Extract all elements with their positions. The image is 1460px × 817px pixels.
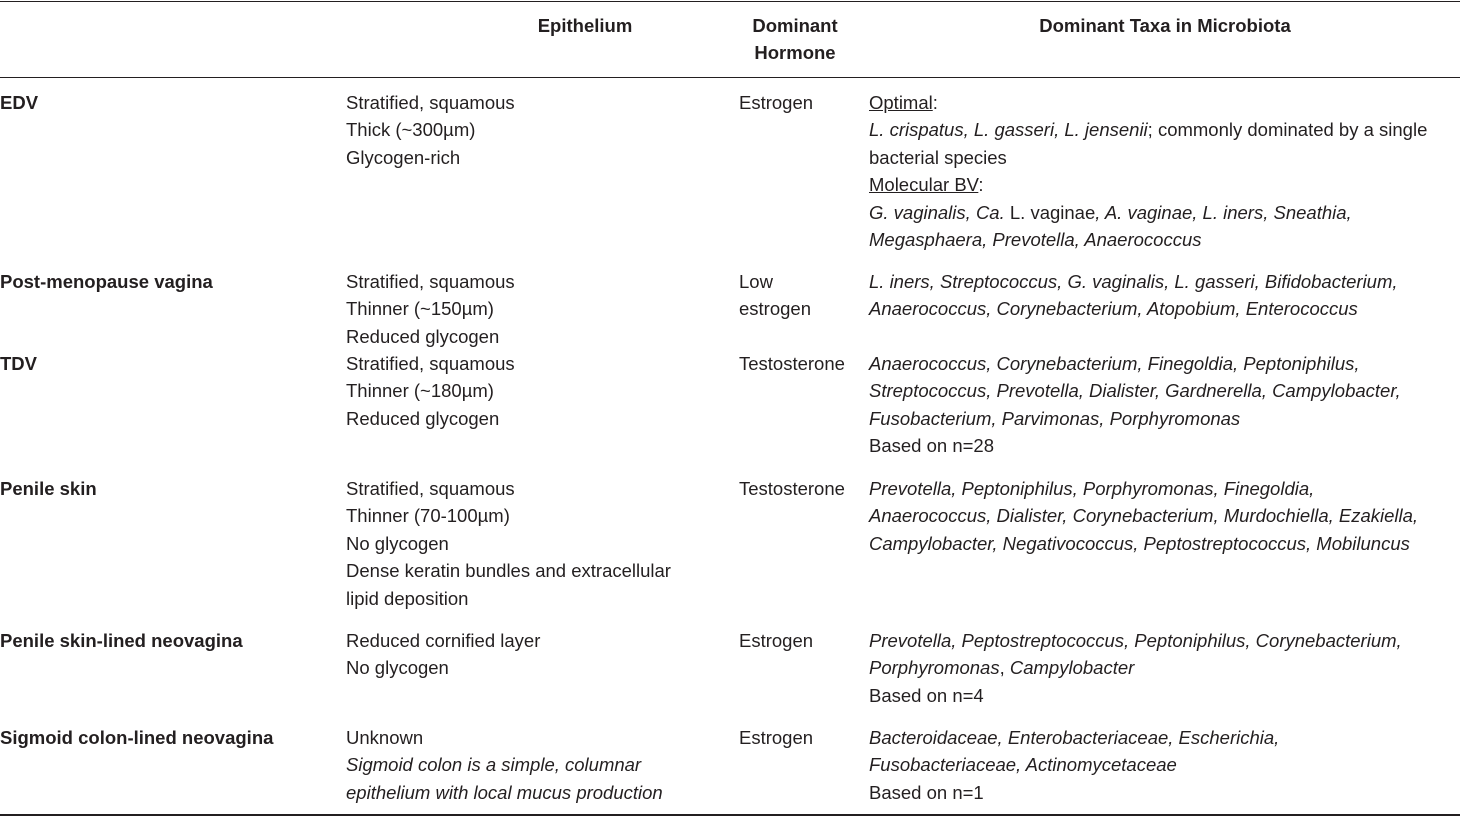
penile-skin-hormone: Testosterone — [739, 478, 845, 499]
header-epithelium: Epithelium — [537, 15, 633, 36]
header-rule — [0, 77, 1460, 78]
sigmoid-neovagina-sample-note: Based on n=1 — [869, 781, 984, 803]
header-dominant-hormone: Dominant Hormone — [752, 15, 838, 63]
edv-hormone: Estrogen — [739, 92, 814, 113]
sigmoid-neovagina-hormone: Estrogen — [739, 727, 814, 748]
post-menopause-epithelium: Stratified, squamous Thinner (~150µm) Reduced glycogen — [346, 271, 515, 347]
penile-neovagina-taxa: Prevotella, Peptostreptococcus, Peptoniphilus, Corynebacterium, Porphyromonas, Campylobacter Based on n=4 — [869, 627, 1402, 709]
tdv-taxa: Anaerococcus, Corynebacterium, Finegoldia, Peptoniphilus, Streptococcus, Prevotella, Dialister, Gardnerella, Campylobacter, Fusobacterium, Parvimonas, Porphyromonas Based on n=28 — [869, 350, 1401, 460]
row-label-tdv: TDV — [0, 353, 37, 374]
row-label-penile-skin: Penile skin — [0, 478, 97, 499]
sigmoid-neovagina-epithelium: Unknown Sigmoid colon is a simple, columnar epithelium with local mucus production — [346, 727, 663, 803]
row-label-post-menopause: Post-menopause vagina — [0, 271, 213, 292]
sigmoid-neovagina-taxa: Bacteroidaceae, Enterobacteriaceae, Escherichia, Fusobacteriaceae, Actinomycetaceae Based on n=1 — [869, 724, 1279, 806]
penile-neovagina-hormone: Estrogen — [739, 630, 814, 651]
post-menopause-hormone: Low estrogen — [739, 271, 811, 320]
tdv-sample-note: Based on n=28 — [869, 435, 994, 457]
penile-neovagina-sample-note: Based on n=4 — [869, 684, 984, 706]
table-top-rule — [0, 1, 1460, 2]
header-dominant-taxa: Dominant Taxa in Microbiota — [1039, 15, 1291, 36]
row-label-penile-skin-neovagina: Penile skin-lined neovagina — [0, 630, 243, 651]
penile-skin-taxa: Prevotella, Peptoniphilus, Porphyromonas, Finegoldia, Anaerococcus, Dialister, Corynebacterium, Murdochiella, Ezakiella, Campylobacter, Negativococcus, Peptostreptococcus, Mobiluncus — [869, 478, 1419, 554]
row-label-sigmoid-neovagina: Sigmoid colon-lined neovagina — [0, 727, 274, 748]
edv-taxa: Optimal: L. crispatus, L. gasseri, L. jensenii; commonly dominated by a single bacterial species Molecular BV: G. vaginalis, Ca. L. vaginae, A. vaginae, L. iners, Sneathia, Megasphaera, Prevotella, Anaerococcus — [869, 92, 1428, 251]
tdv-epithelium: Stratified, squamous Thinner (~180µm) Reduced glycogen — [346, 353, 515, 429]
edv-epithelium: Stratified, squamous Thick (~300µm) Glycogen-rich — [346, 92, 515, 168]
penile-skin-epithelium: Stratified, squamous Thinner (70-100µm) No glycogen Dense keratin bundles and extracellular lipid deposition — [346, 478, 671, 609]
post-menopause-taxa: L. iners, Streptococcus, G. vaginalis, L. gasseri, Bifidobacterium, Anaerococcus, Corynebacterium, Atopobium, Enterococcus — [869, 271, 1398, 320]
row-label-edv: EDV — [0, 92, 39, 113]
table-bottom-rule — [0, 814, 1460, 816]
tdv-hormone: Testosterone — [739, 353, 845, 374]
penile-neovagina-epithelium: Reduced cornified layer No glycogen — [346, 630, 541, 679]
